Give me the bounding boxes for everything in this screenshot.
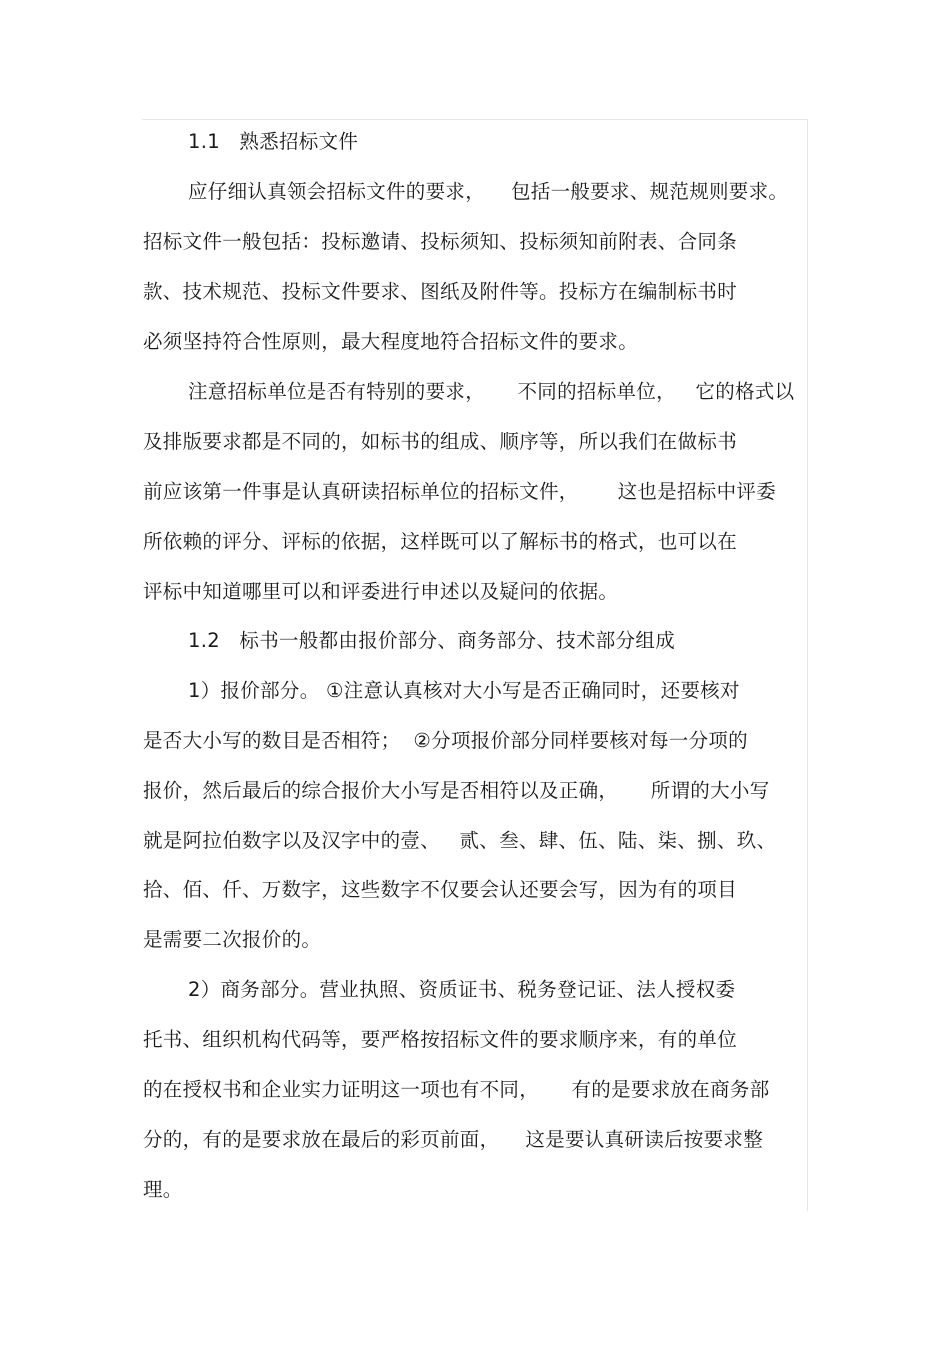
paragraph-line: 托书、组织机构代码等，要严格按招标文件的要求顺序来，有的单位 — [143, 1028, 738, 1051]
paragraph-line: 的在授权书和企业实力证明这一项也有不同， 有的是要求放在商务部 — [143, 1078, 770, 1101]
paragraph-line: 2）商务部分。营业执照、资质证书、税务登记证、法人授权委 — [188, 978, 736, 1001]
paragraph-line: 所依赖的评分、评标的依据，这样既可以了解标书的格式，也可以在 — [143, 530, 738, 553]
paragraph-line: 就是阿拉伯数字以及汉字中的壹、 贰、叁、肆、伍、陆、柒、捌、玖、 — [143, 829, 777, 852]
paragraph-line: 款、技术规范、投标文件要求、图纸及附件等。投标方在编制标书时 — [143, 280, 738, 303]
paragraph-line: 评标中知道哪里可以和评委进行申述以及疑问的依据。 — [143, 580, 619, 603]
paragraph-line: 是否大小写的数目是否相符； ②分项报价部分同样要核对每一分项的 — [143, 729, 748, 752]
paragraph-line: 及排版要求都是不同的，如标书的组成、顺序等，所以我们在做标书 — [143, 430, 738, 453]
paragraph-line: 拾、佰、仟、万数字，这些数字不仅要会认还要会写，因为有的项目 — [143, 878, 738, 901]
paragraph-line: 是需要二次报价的。 — [143, 928, 322, 951]
paragraph-line: 必须坚持符合性原则，最大程度地符合招标文件的要求。 — [143, 330, 639, 353]
paragraph-line: 分的，有的是要求放在最后的彩页前面， 这是要认真研读后按要求整 — [143, 1128, 763, 1151]
paragraph-line: 理。 — [143, 1178, 183, 1201]
paragraph-line: 注意招标单位是否有特别的要求， 不同的招标单位， 它的格式以 — [188, 380, 795, 403]
paragraph-line: 报价，然后最后的综合报价大小写是否相符以及正确， 所谓的大小写 — [143, 779, 770, 802]
paragraph-line: 前应该第一件事是认真研读招标单位的招标文件， 这也是招标中评委 — [143, 480, 776, 503]
heading-1-1: 1.1 熟悉招标文件 — [188, 130, 359, 153]
paragraph-line: 招标文件一般包括：投标邀请、投标须知、投标须知前附表、合同条 — [143, 230, 738, 253]
paragraph-line: 应仔细认真领会招标文件的要求， 包括一般要求、规范规则要求。 — [188, 180, 789, 203]
paragraph-line: 1）报价部分。 ①注意认真核对大小写是否正确同时，还要核对 — [188, 679, 740, 702]
heading-1-2: 1.2 标书一般都由报价部分、商务部分、技术部分组成 — [188, 629, 676, 652]
